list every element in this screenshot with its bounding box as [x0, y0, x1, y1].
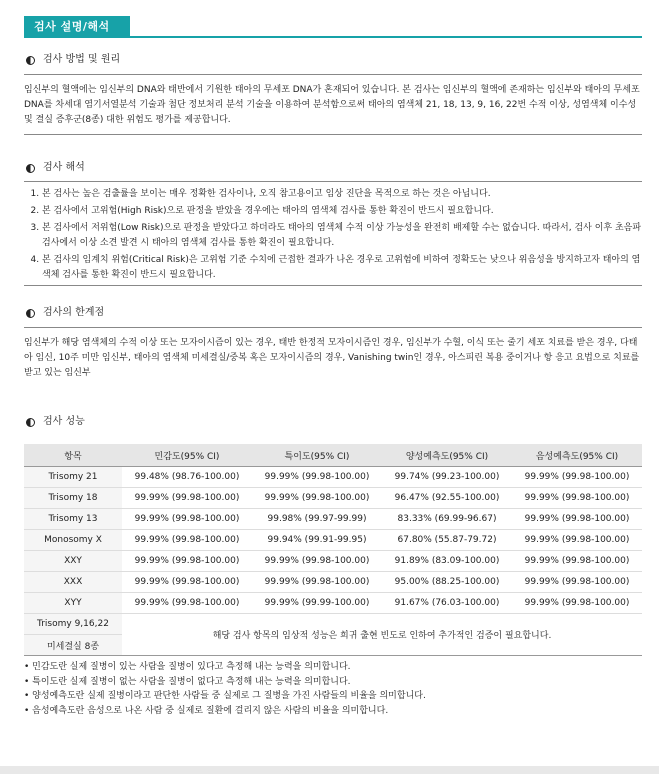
interpretation-heading	[24, 160, 642, 176]
footnote: • 특이도란 실제 질병이 없는 사람을 질병이 없다고 측정해 내는 능력을 의미합니다.	[24, 676, 351, 687]
cell-npv: 99.99% (99.98-100.00)	[512, 509, 642, 530]
cell-sensitivity: 99.48% (98.76-100.00)	[122, 467, 252, 488]
table-row	[24, 593, 642, 614]
footnotes	[24, 660, 642, 718]
row-label: Trisomy 9,16,22	[24, 614, 122, 635]
col-header-specificity: 특이도(95% CI)	[252, 444, 382, 467]
row-label: XXY	[24, 551, 122, 572]
cell-specificity: 99.99% (99.99-100.00)	[252, 593, 382, 614]
table-row	[24, 467, 642, 488]
cell-npv: 99.99% (99.98-100.00)	[512, 572, 642, 593]
limits-title: 검사의 한계점	[43, 307, 105, 318]
interpretation-rule-bottom	[24, 285, 642, 286]
interpretation-item-2: 2. 본 검사에서 고위험(High Risk)으로 판정을 받았을 경우에는 태아의 염색체 검사를 통한 확진이 반드시 필요합니다.	[42, 204, 642, 219]
interpretation-item-3: 3. 본 검사에서 저위험(Low Risk)으로 판정을 받았다고 하더라도 태아의 염색체 수적 이상 가능성을 완전히 배제할 수는 없습니다. 따라서, 검사 이후 초음파 검사에서 이상 소견 발견 시 태아의 염색체 검사를 통한 확진이 필요합니다.	[42, 221, 642, 251]
method-heading	[24, 52, 642, 68]
table-row	[24, 614, 642, 635]
interpretation-rule-top	[24, 181, 642, 182]
cell-specificity: 99.99% (99.98-100.00)	[252, 572, 382, 593]
footnote: • 양성예측도란 실제 질병이라고 판단한 사람들 중 실제로 그 질병을 가진 사람들의 비율을 의미합니다.	[24, 691, 426, 701]
header-divider	[24, 36, 642, 38]
cell-sensitivity: 99.99% (99.98-100.00)	[122, 509, 252, 530]
limits-rule-top	[24, 327, 642, 328]
interpretation-item-4: 4. 본 검사의 임계치 위험(Critical Risk)은 고위험 기준 수치에 근접한 결과가 나온 경우로 고위험에 비하여 정확도는 낮으나 위음성을 방지하고자 태아의 염색체 검사를 통한 확진이 반드시 필요합니다.	[42, 253, 642, 283]
performance-section	[24, 414, 642, 718]
cell-ppv: 99.74% (99.23-100.00)	[382, 467, 512, 488]
cell-specificity: 99.98% (99.97-99.99)	[252, 509, 382, 530]
col-header-sensitivity: 민감도(95% CI)	[122, 444, 252, 467]
interpretation-section	[24, 160, 642, 286]
performance-heading	[24, 414, 642, 430]
table-row	[24, 551, 642, 572]
performance-title: 검사 성능	[43, 416, 85, 427]
row-label: XXX	[24, 572, 122, 593]
col-header-npv: 음성예측도(95% CI)	[512, 444, 642, 467]
row-label: XYY	[24, 593, 122, 614]
cell-sensitivity: 99.99% (99.98-100.00)	[122, 530, 252, 551]
cell-specificity: 99.99% (99.98-100.00)	[252, 551, 382, 572]
bottom-band	[0, 766, 659, 774]
cell-sensitivity: 99.99% (99.98-100.00)	[122, 593, 252, 614]
limits-text: 임신부가 해당 염색체의 수적 이상 또는 모자이시즘이 있는 경우, 태반 한정적 모자이시즘인 경우, 임신부가 수혈, 이식 또는 줄기 세포 치료를 받은 경우, 다태아 임신, 10주 미만 임신부, 태아의 염색체 미세결실/중복 혹은 모자이시즘의 경우, Vanishing twin인 경우, 아스피린 복용 중이거나 항 응고 요법으로 치료를 받고 있는 임신부	[24, 338, 640, 378]
cell-npv: 99.99% (99.98-100.00)	[512, 593, 642, 614]
col-header-item: 항목	[24, 444, 122, 467]
cell-specificity: 99.99% (99.98-100.00)	[252, 467, 382, 488]
table-row	[24, 530, 642, 551]
half-circle-icon	[26, 164, 35, 173]
method-rule-bottom	[24, 134, 642, 135]
footnote: • 민감도란 실제 질병이 있는 사람을 질병이 있다고 측정해 내는 능력을 의미합니다.	[24, 662, 351, 672]
cell-ppv: 67.80% (55.87-79.72)	[382, 530, 512, 551]
col-header-ppv: 양성예측도(95% CI)	[382, 444, 512, 467]
performance-table	[24, 444, 642, 656]
interpretation-item-1: 1. 본 검사는 높은 검출률을 보이는 매우 정확한 검사이나, 오직 참고용이고 임상 진단을 목적으로 하는 것은 아닙니다.	[42, 187, 642, 202]
interpretation-title: 검사 해석	[43, 162, 85, 173]
limits-heading	[24, 305, 642, 321]
row-label: Trisomy 13	[24, 509, 122, 530]
method-rule-top	[24, 74, 642, 75]
half-circle-icon	[26, 56, 35, 65]
footnote: • 음성예측도란 음성으로 나온 사람 중 실제로 질환에 걸리지 않은 사람의 비율을 의미합니다.	[24, 705, 389, 716]
cell-specificity: 99.99% (99.98-100.00)	[252, 488, 382, 509]
row-label: Trisomy 18	[24, 488, 122, 509]
cell-npv: 99.99% (99.98-100.00)	[512, 488, 642, 509]
cell-ppv: 91.67% (76.03-100.00)	[382, 593, 512, 614]
cell-ppv: 96.47% (92.55-100.00)	[382, 488, 512, 509]
cell-npv: 99.99% (99.98-100.00)	[512, 551, 642, 572]
cell-npv: 99.99% (99.98-100.00)	[512, 467, 642, 488]
cell-ppv: 95.00% (88.25-100.00)	[382, 572, 512, 593]
table-row	[24, 572, 642, 593]
method-title: 검사 방법 및 원리	[43, 54, 121, 65]
cell-sensitivity: 99.99% (99.98-100.00)	[122, 551, 252, 572]
table-row	[24, 509, 642, 530]
row-label: 미세결실 8종	[24, 635, 122, 656]
cell-specificity: 99.94% (99.91-99.95)	[252, 530, 382, 551]
row-label: Trisomy 21	[24, 467, 122, 488]
cell-ppv: 91.89% (83.09-100.00)	[382, 551, 512, 572]
performance-header-row	[24, 444, 642, 467]
cell-sensitivity: 99.99% (99.98-100.00)	[122, 572, 252, 593]
extra-note: 해당 검사 항목의 임상적 성능은 희귀 출현 빈도로 인하여 추가적인 검증이 필요합니다.	[122, 614, 642, 656]
row-label: Monosomy X	[24, 530, 122, 551]
cell-ppv: 83.33% (69.99-96.67)	[382, 509, 512, 530]
cell-npv: 99.99% (99.98-100.00)	[512, 530, 642, 551]
cell-sensitivity: 99.99% (99.98-100.00)	[122, 488, 252, 509]
method-section	[24, 52, 642, 135]
half-circle-icon	[26, 418, 35, 427]
table-row	[24, 488, 642, 509]
limits-section	[24, 305, 642, 381]
method-text: 임신부의 혈액에는 임신부의 DNA와 태반에서 기원한 태아의 무세포 DNA가 혼재되어 있습니다. 본 검사는 임신부의 혈액에 존재하는 임신부와 태아의 무세포 DNA를 차세대 염기서열분석 기술과 첨단 정보처리 분석 기술을 이용하여 분석함으로써 태아의 염색체 21, 18, 13, 9, 16, 22번 수적 이상, 성염색체 이수성 및 결실 증후군(8종) 대한 위험도 평가를 제공합니다.	[24, 85, 640, 125]
interpretation-list	[24, 187, 642, 283]
section-header-tab: 검사 설명/해석	[24, 16, 130, 38]
half-circle-icon	[26, 309, 35, 318]
